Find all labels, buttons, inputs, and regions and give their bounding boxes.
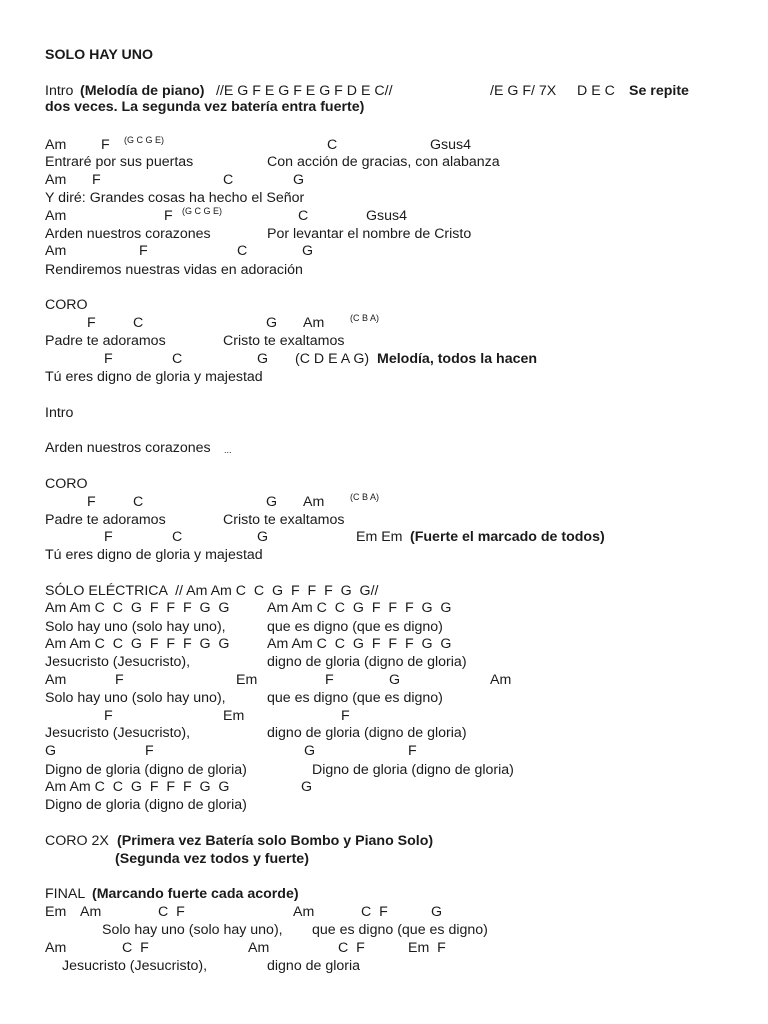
- chord: C: [237, 243, 248, 259]
- lyric: Arden nuestros corazones: [45, 440, 211, 456]
- chord: C F: [361, 904, 388, 920]
- chord: Am Am C C G F F F G G: [45, 636, 230, 652]
- lyric: Solo hay uno (solo hay uno),: [45, 619, 226, 635]
- section-label: Intro: [45, 405, 74, 421]
- chord: Am Am C C G F F F G G: [267, 600, 452, 616]
- chord: F: [325, 672, 334, 688]
- chord: G: [257, 529, 269, 545]
- chord: F: [104, 529, 113, 545]
- lyric: Digno de gloria (digno de gloria): [45, 762, 247, 778]
- chord-notes: (C B A): [350, 313, 380, 323]
- lyric: Tú eres digno de gloria y majestad: [45, 547, 263, 563]
- lyric: Y diré: Grandes cosas ha hecho el Señor: [45, 190, 305, 206]
- chord: Em F: [408, 940, 446, 956]
- chord: F: [145, 743, 154, 759]
- intro-repeat: /E G F/ 7X: [490, 83, 557, 99]
- chord: Gsus4: [366, 208, 408, 224]
- lyric: Padre te adoramos: [45, 333, 166, 349]
- chord: G: [45, 743, 57, 759]
- lyric: digno de gloria (digno de gloria): [267, 654, 467, 670]
- chord: G: [266, 494, 278, 510]
- intro-end-notes: D E C: [577, 83, 615, 99]
- lyric: Jesucristo (Jesucristo),: [62, 958, 208, 974]
- lyric: Digno de gloria (digno de gloria): [45, 797, 247, 813]
- chord: F: [104, 351, 113, 367]
- intro-label: Intro: [45, 83, 78, 99]
- lyric: Entraré por sus puertas: [45, 154, 194, 170]
- intro-instruction: Se repite dos veces. La segunda vez batería entra fuerte): [45, 83, 689, 115]
- chord: F: [164, 208, 173, 224]
- chord: Em: [45, 904, 67, 920]
- chord: C: [172, 351, 183, 367]
- chord: Am Am C C G F F F G G: [45, 600, 230, 616]
- chord: F: [139, 243, 148, 259]
- chord: Em: [236, 672, 258, 688]
- ellipsis: ...: [224, 445, 232, 455]
- melody-instruction: Melodía, todos la hacen: [377, 351, 538, 367]
- chord: Am: [490, 672, 512, 688]
- chord: Am: [45, 940, 67, 956]
- chord: Gsus4: [430, 137, 472, 153]
- section-label: CORO 2X: [45, 833, 113, 849]
- chord: F: [341, 708, 350, 724]
- chord: F: [408, 743, 417, 759]
- lyric: que es digno (que es digno): [267, 690, 443, 706]
- chord: G: [266, 315, 278, 331]
- chord: Em: [223, 708, 245, 724]
- chord: G: [431, 904, 443, 920]
- intro-melody: //E G F E G F E G F D E C//: [212, 83, 393, 99]
- lyric: Solo hay uno (solo hay uno),: [45, 690, 226, 706]
- section-label: CORO: [45, 297, 88, 313]
- lyric: digno de gloria: [267, 958, 361, 974]
- chord: F: [115, 672, 124, 688]
- lyric: Cristo te exaltamos: [223, 333, 345, 349]
- chord: C: [327, 137, 338, 153]
- melody-notes: (C D E A G): [295, 351, 374, 367]
- chord: C: [223, 172, 234, 188]
- chord: C F: [122, 940, 149, 956]
- lyric: digno de gloria (digno de gloria): [267, 725, 467, 741]
- lyric: Por levantar el nombre de Cristo: [267, 226, 472, 242]
- chord: C: [133, 315, 144, 331]
- chord: G: [304, 743, 316, 759]
- chord: G: [302, 243, 314, 259]
- chord: Am: [45, 672, 67, 688]
- chord: Am: [45, 208, 67, 224]
- chord: Am: [45, 243, 67, 259]
- lyric: Con acción de gracias, con alabanza: [267, 154, 500, 170]
- chord: F: [104, 708, 113, 724]
- chord: Am: [45, 172, 67, 188]
- chord: G: [257, 351, 269, 367]
- chord: Am: [45, 137, 67, 153]
- chord: C: [133, 494, 144, 510]
- performance-note: (Segunda vez todos y fuerte): [115, 851, 309, 867]
- lyric: Jesucristo (Jesucristo),: [45, 654, 191, 670]
- chord: F: [87, 315, 96, 331]
- chord-notes: (C B A): [350, 492, 380, 502]
- chord: Am Am C C G F F F G G: [45, 779, 230, 795]
- intro-note-bold: (Melodía de piano): [80, 83, 205, 99]
- chord: Am: [248, 940, 270, 956]
- section-label: FINAL: [45, 886, 89, 902]
- lyric: Solo hay uno (solo hay uno),: [102, 922, 283, 938]
- chord: C: [298, 208, 309, 224]
- performance-note: (Marcando fuerte cada acorde): [92, 886, 299, 902]
- lyric: que es digno (que es digno): [267, 619, 443, 635]
- lyric: que es digno (que es digno): [312, 922, 488, 938]
- performance-note: (Fuerte el marcado de todos): [410, 529, 605, 545]
- chord: F: [87, 494, 96, 510]
- lyric: Cristo te exaltamos: [223, 512, 345, 528]
- chord-notes: (G C G E): [182, 206, 222, 216]
- chord: G: [293, 172, 305, 188]
- lyric: Jesucristo (Jesucristo),: [45, 725, 191, 741]
- chord: C: [172, 529, 183, 545]
- chord: G: [389, 672, 401, 688]
- chord: Am: [80, 904, 102, 920]
- section-label: SÓLO ELÉCTRICA // Am Am C C G F F F G G//: [45, 583, 379, 599]
- lyric: Rendiremos nuestras vidas en adoración: [45, 262, 303, 278]
- song-title: SOLO HAY UNO: [45, 47, 154, 63]
- lyric: Padre te adoramos: [45, 512, 166, 528]
- chord: Am: [293, 904, 315, 920]
- lyric: Tú eres digno de gloria y majestad: [45, 369, 263, 385]
- lyric: Digno de gloria (digno de gloria): [312, 762, 514, 778]
- chord: F: [92, 172, 101, 188]
- chord: Em Em: [356, 529, 407, 545]
- chord: Am: [303, 315, 325, 331]
- chord: Am Am C C G F F F G G: [267, 636, 452, 652]
- lyric: Arden nuestros corazones: [45, 226, 211, 242]
- chord: Am: [303, 494, 325, 510]
- chord-notes: (G C G E): [124, 135, 164, 145]
- chord: C F: [338, 940, 365, 956]
- chord: C F: [158, 904, 185, 920]
- performance-note: (Primera vez Batería solo Bombo y Piano Solo): [117, 833, 434, 849]
- section-label: CORO: [45, 476, 88, 492]
- chord: G: [301, 779, 313, 795]
- chord: F: [101, 137, 110, 153]
